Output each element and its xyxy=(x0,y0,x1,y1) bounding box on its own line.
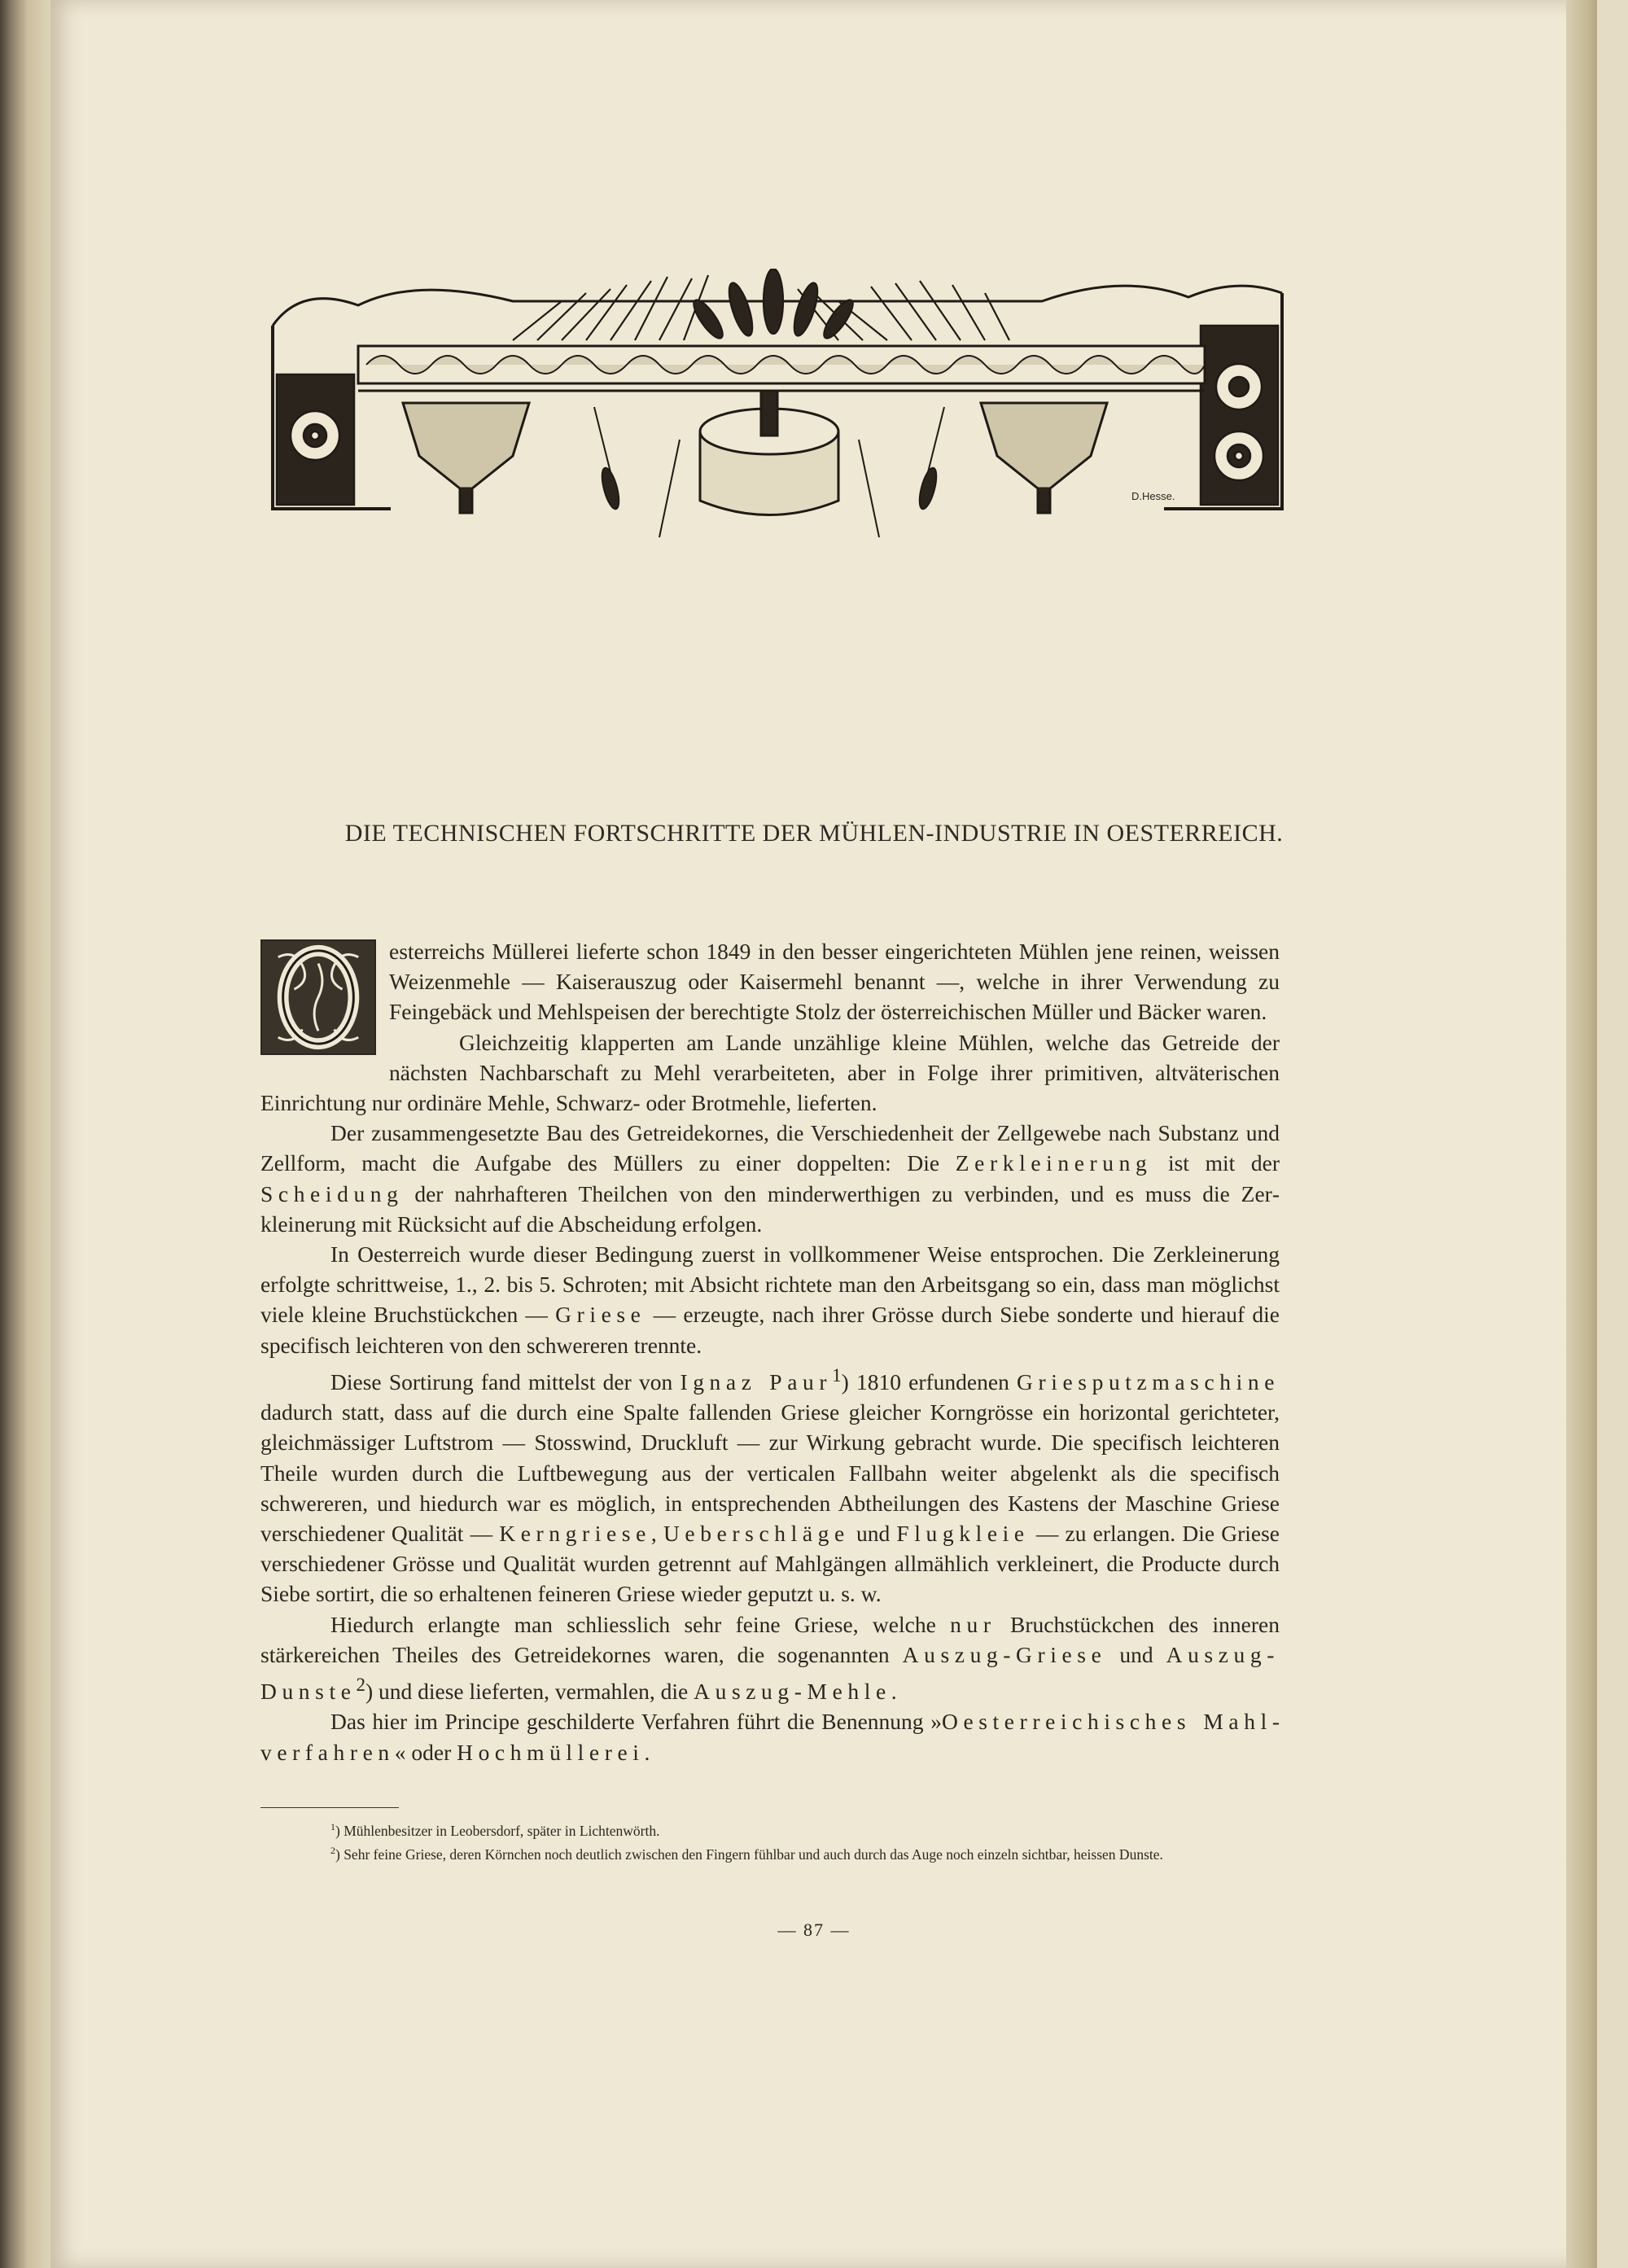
paragraph-4 xyxy=(260,1239,1280,1360)
footnotes xyxy=(260,1817,1280,1864)
text-run: ) und diese lieferten, vermahlen, die xyxy=(365,1679,694,1705)
text-run: und xyxy=(1106,1641,1166,1667)
spaced-term: Hochmüllerei xyxy=(457,1739,645,1765)
spaced-term: Kerngriese xyxy=(499,1521,651,1547)
page-title: DIE TECHNISCHEN FORTSCHRITTE DER MÜHLEN-INDUSTRIE IN OESTERREICH. xyxy=(344,820,1284,847)
text-run: dadurch statt, dass auf die durch eine Spalte fallenden Griese gleicher Korngrösse ein horizontal gerichteter, gleichmässiger Luftstrom — Stosswind, Druckluft — zur Wirkung gebracht wurde. Die specifisch leichteren Theile wurden durch die Luftbewegung aus der verticalen Fallbahn weiter abgelenkt als die specifisch schwereren, und hiedurch war es möglich, in entsprechenden Abtheilungen des Kastens der Maschine Griese verschiedener Qualität — xyxy=(260,1399,1280,1547)
footnote-number: 2 xyxy=(330,1844,335,1856)
spaced-term: Ueberschläge xyxy=(663,1521,850,1547)
text-run: Der zusammengesetzte Bau des Getreidekornes, die Verschiedenheit der Zellgewebe nach Substanz und Zellform, macht die Aufgabe des Müllers zu einer doppelten: Die xyxy=(260,1120,1280,1176)
text-run: Bruchstückchen des inneren stärkereichen Theiles des Getreidekornes waren, die sogenannten xyxy=(260,1611,1280,1667)
footnote-ref: 2 xyxy=(356,1675,365,1696)
footnote-divider xyxy=(260,1807,399,1808)
text-run: 1810 erfundenen xyxy=(848,1369,1017,1395)
spaced-term: Auszug-Dunste xyxy=(260,1641,1280,1705)
page-number: — 87 — xyxy=(777,1920,851,1940)
paragraph-2: Gleichzeitig klapperten am Lande unzählige kleine Mühlen, welche das Getreide der nächsten Nachbarschaft zu Mehl verarbeiteten, aber in Folge ihrer primitiven, altväterischen Einrichtung nur ordinäre Mehle, Schwarz- oder Brotmehle, lieferten. xyxy=(260,1029,1280,1116)
spaced-term: Ignaz Paur xyxy=(680,1369,833,1395)
paragraph-6 xyxy=(260,1609,1280,1707)
paragraph-3 xyxy=(260,1118,1280,1239)
text-run: . xyxy=(891,1679,897,1705)
text-run: . xyxy=(644,1739,650,1765)
text-run: ist mit der xyxy=(1152,1150,1280,1176)
text-run: und xyxy=(849,1521,897,1547)
text-run: In Oesterreich wurde dieser Bedingung zuerst in vollkommener Weise entsprochen. Die Zerkleinerung erfolgte schrittweise, 1., 2. bis 5. Schroten; mit Absicht richtete man den Arbeitsgang so ein, dass man möglichst viele kleine Bruchstückchen — xyxy=(260,1241,1280,1328)
footnote-text: ) Mühlenbesitzer in Leobersdorf, später in Lichtenwörth. xyxy=(335,1822,660,1839)
footnote-1 xyxy=(260,1817,1280,1841)
text-run: — zu erlangen. Die Griese verschiedener Grösse und Qualität wurden getrennt auf Mahlgängen allmählich verkleinert, die Producte durch Siebe sortirt, die so erhaltenen feineren Griese wieder geputzt u. s. w. xyxy=(260,1521,1280,1607)
text-run: Das hier im Principe geschilderte Verfahren führt die Benennung » xyxy=(330,1709,942,1735)
spaced-term: Griese xyxy=(555,1302,646,1328)
text-run: Diese Sortirung fand mittelst der von xyxy=(330,1369,681,1395)
spaced-term: Zerkleinerung xyxy=(955,1150,1153,1176)
footnote-number: 1 xyxy=(330,1821,335,1832)
text-run: Hiedurch erlangte man schliesslich sehr feine Griese, welche xyxy=(330,1611,951,1637)
paragraph-1-text: esterreichs Müllerei lieferte schon 1849 in den besser eingerichteten Mühlen jene reinen, weissen Weizenmehle — Kaiserauszug oder Kaisermehl benannt —, welche in ihrer Verwendung zu Feingebäck und Mehlspeisen der berechtigte Stolz der österreichischen Müller und Bäcker waren. xyxy=(389,939,1280,1025)
text-run: — erzeugte, nach ihrer Grösse durch Siebe sonderte und hierauf die specifisch leichteren von den schwereren trennte. xyxy=(260,1302,1280,1358)
text-run: , xyxy=(650,1521,663,1547)
decorated-initial-o-icon xyxy=(260,939,376,1055)
spaced-term: nur xyxy=(950,1611,996,1637)
paragraph-7 xyxy=(260,1706,1280,1767)
article-body xyxy=(260,936,1280,1767)
footnote-text: ) Sehr feine Griese, deren Körnchen noch deutlich zwischen den Fingern fühlbar und auch durch das Auge noch einzeln sichtbar, heissen Dunste. xyxy=(335,1845,1163,1863)
footnote-2 xyxy=(260,1841,1280,1864)
spaced-term: Griesputzmaschine xyxy=(1017,1369,1280,1395)
spaced-term: Scheidung xyxy=(260,1180,404,1206)
mill-illustration-banner xyxy=(269,269,1286,554)
artist-signature: D.Hesse. xyxy=(1131,490,1175,502)
spaced-term: Flugkleie xyxy=(896,1521,1030,1547)
paragraph-1 xyxy=(260,936,1280,1027)
footnote-ref: 1 xyxy=(832,1364,842,1386)
text-run: der nahrhafteren Theilchen von den minderwerthigen zu verbinden, und es muss die Zerkleinerung mit Rücksicht auf die Abscheidung erfolgen. xyxy=(260,1180,1280,1237)
engraver-signature: A.W. ph. xyxy=(326,491,356,501)
spaced-term: Auszug-Mehle xyxy=(694,1679,891,1705)
text-run: « oder xyxy=(394,1739,457,1765)
spaced-term: Oesterreichisches Mahlverfahren xyxy=(260,1709,1280,1765)
paragraph-5: Diese Sortirung fand mittelst der von Ignaz Paur$^1$) 1810 erfundenen Griesputzmaschine dadurch statt, dass auf die durch eine Spalte fallenden Griese gleicher Korngrösse ein horizontal gerichteter, gleichmässiger Luftstrom — Stosswind, Druckluft — zur Wirkung gebracht wurde. Die specifisch leichteren Theile wurden durch die Luftbewegung aus der verticalen Fallbahn weiter abgelenkt als die specifisch schwereren, und hiedurch war es möglich, in entsprechenden Abtheilungen des Kastens der Maschine Griese verschiedener Qualität — Kerngriese, Ueberschläge und Flugkleie — zu erlangen. Die Griese verschiedener Grösse und Qualität wurden getrennt auf Mahlgängen allmählich verkleinert, die Producte durch Siebe sortirt, die so erhaltenen feineren Griese wieder geputzt u. s. w. xyxy=(260,1364,1280,1607)
spaced-term: Auszug-Griese xyxy=(902,1641,1107,1667)
